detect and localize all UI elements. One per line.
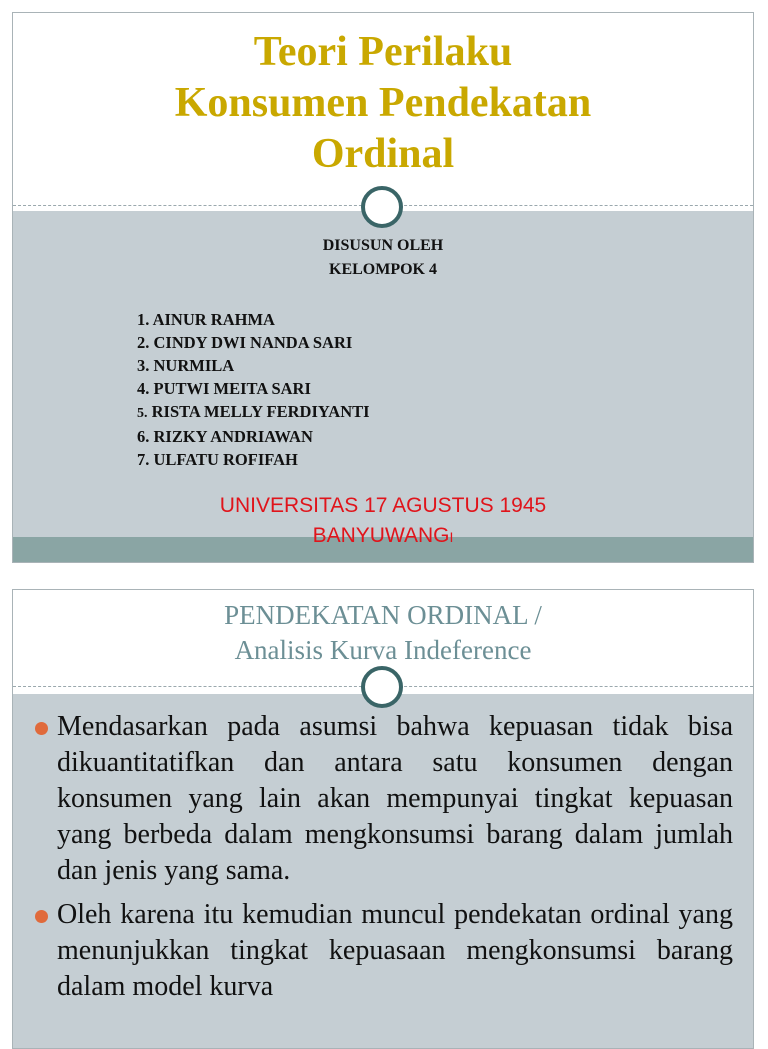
member-item: 1. AINUR RAHMA <box>137 310 275 329</box>
university-line-1: UNIVERSITAS 17 AGUSTUS 1945 <box>219 494 547 517</box>
slide-1 <box>12 12 754 563</box>
member-list <box>137 308 370 471</box>
slide-2-title-line-2: Analisis Kurva Indeference <box>234 635 532 665</box>
bullet-list <box>33 709 733 1013</box>
bullet-text: Mendasarkan pada asumsi bahwa kepuasan tidak bisa dikuantitatifkan dan antara satu konsumen dengan konsumen yang lain akan mempunyai tingkat kepuasan yang berbeda dalam mengkonsumsi barang dalam jumlah dan jenis yang sama. <box>57 711 733 886</box>
bullet-dot-icon <box>35 722 48 735</box>
member-item: 3. NURMILA <box>137 356 235 375</box>
member-item: 6. RIZKY ANDRIAWAN <box>137 427 313 446</box>
slide-2 <box>12 589 754 1049</box>
slide-1-title-area <box>13 13 753 205</box>
title-line-2: Konsumen Pendekatan <box>174 80 592 126</box>
bullet-item <box>33 709 733 889</box>
slide-1-title <box>13 27 753 180</box>
bullet-item <box>33 897 733 1005</box>
bullet-dot-icon <box>35 910 48 923</box>
slide-2-title <box>13 598 753 668</box>
member-item: 2. CINDY DWI NANDA SARI <box>137 333 353 352</box>
divider-ring-icon <box>361 186 403 228</box>
byline <box>13 234 753 282</box>
member-item: 4. PUTWI MEITA SARI <box>137 379 311 398</box>
member-item: 5. RISTA MELLY FERDIYANTI <box>137 402 370 421</box>
slide-2-title-line-1: PENDEKATAN ORDINAL / <box>224 600 542 630</box>
university-line-2: BANYUWANGI <box>312 524 454 547</box>
bullet-text: Oleh karena itu kemudian muncul pendekatan ordinal yang menunjukkan tingkat kepuasaan mengkonsumsi barang dalam model kurva <box>57 899 733 1002</box>
university-name <box>13 491 753 552</box>
title-line-3: Ordinal <box>311 131 455 177</box>
member-item: 7. ULFATU ROFIFAH <box>137 450 298 469</box>
byline-line-1: DISUSUN OLEH <box>322 237 444 254</box>
divider-ring-icon <box>361 666 403 708</box>
byline-line-2: KELOMPOK 4 <box>329 261 437 278</box>
title-line-1: Teori Perilaku <box>253 29 513 75</box>
